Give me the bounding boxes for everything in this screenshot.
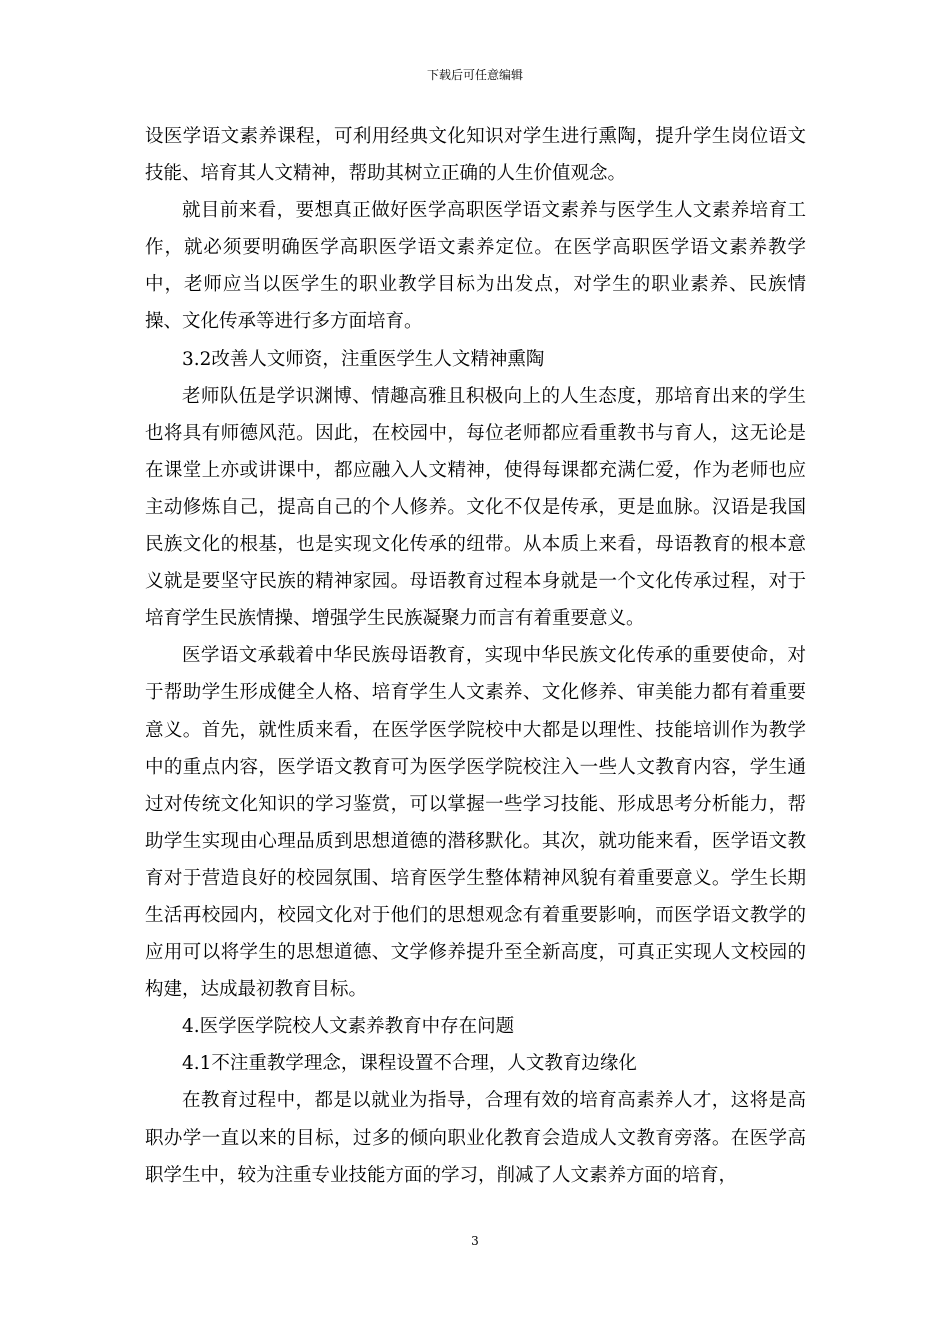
document-body	[145, 118, 806, 1194]
paragraph: 就目前来看，要想真正做好医学高职医学语文素养与医学生人文素养培育工作，就必须要明确医学高职医学语文素养定位。在医学高职医学语文素养教学中，老师应当以医学生的职业教学目标为出发点，对学生的职业素养、民族情操、文化传承等进行多方面培育。	[145, 200, 806, 333]
paragraph: 老师队伍是学识渊博、情趣高雅且积极向上的人生态度，那培育出来的学生也将具有师德风范。因此，在校园中，每位老师都应看重教书与育人，这无论是在课堂上亦或讲课中，都应融入人文精神，使得每课都充满仁爱，作为老师也应主动修炼自己，提高自己的个人修养。文化不仅是传承，更是血脉。汉语是我国民族文化的根基，也是实现文化传承的纽带。从本质上来看，母语教育的根本意义就是要坚守民族的精神家园。母语教育过程本身就是一个文化传承过程，对于培育学生民族情操、增强学生民族凝聚力而言有着重要意义。	[145, 385, 806, 630]
section-heading: 3.2改善人文师资，注重医学生人文精神熏陶	[182, 348, 545, 370]
paragraph: 在教育过程中，都是以就业为指导，合理有效的培育高素养人才，这将是高职办学一直以来的目标，过多的倾向职业化教育会造成人文教育旁落。在医学高职学生中，较为注重专业技能方面的学习，削减了人文素养方面的培育，	[145, 1090, 806, 1186]
page-header: 下载后可任意编辑	[426, 68, 523, 82]
paragraph: 医学语文承载着中华民族母语教育，实现中华民族文化传承的重要使命，对于帮助学生形成健全人格、培育学生人文素养、文化修养、审美能力都有着重要意义。首先，就性质来看，在医学医学院校中大都是以理性、技能培训作为教学中的重点内容，医学语文教育可为医学医学院校注入一些人文教育内容，学生通过对传统文化知识的学习鉴赏，可以掌握一些学习技能、形成思考分析能力，帮助学生实现由心理品质到思想道德的潜移默化。其次，就功能来看，医学语文教育对于营造良好的校园氛围、培育医学生整体精神风貌有着重要意义。学生长期生活再校园内，校园文化对于他们的思想观念有着重要影响，而医学语文教学的应用可以将学生的思想道德、文学修养提升至全新高度，可真正实现人文校园的构建，达成最初教育目标。	[145, 645, 806, 1001]
section-heading: 4.1不注重教学理念，课程设置不合理，人文教育边缘化	[182, 1053, 637, 1075]
section-heading: 4.医学医学院校人文素养教育中存在问题	[182, 1016, 515, 1038]
page-number: 3	[471, 1234, 479, 1248]
paragraph: 设医学语文素养课程，可利用经典文化知识对学生进行熏陶，提升学生岗位语文技能、培育其人文精神，帮助其树立正确的人生价值观念。	[145, 126, 806, 185]
